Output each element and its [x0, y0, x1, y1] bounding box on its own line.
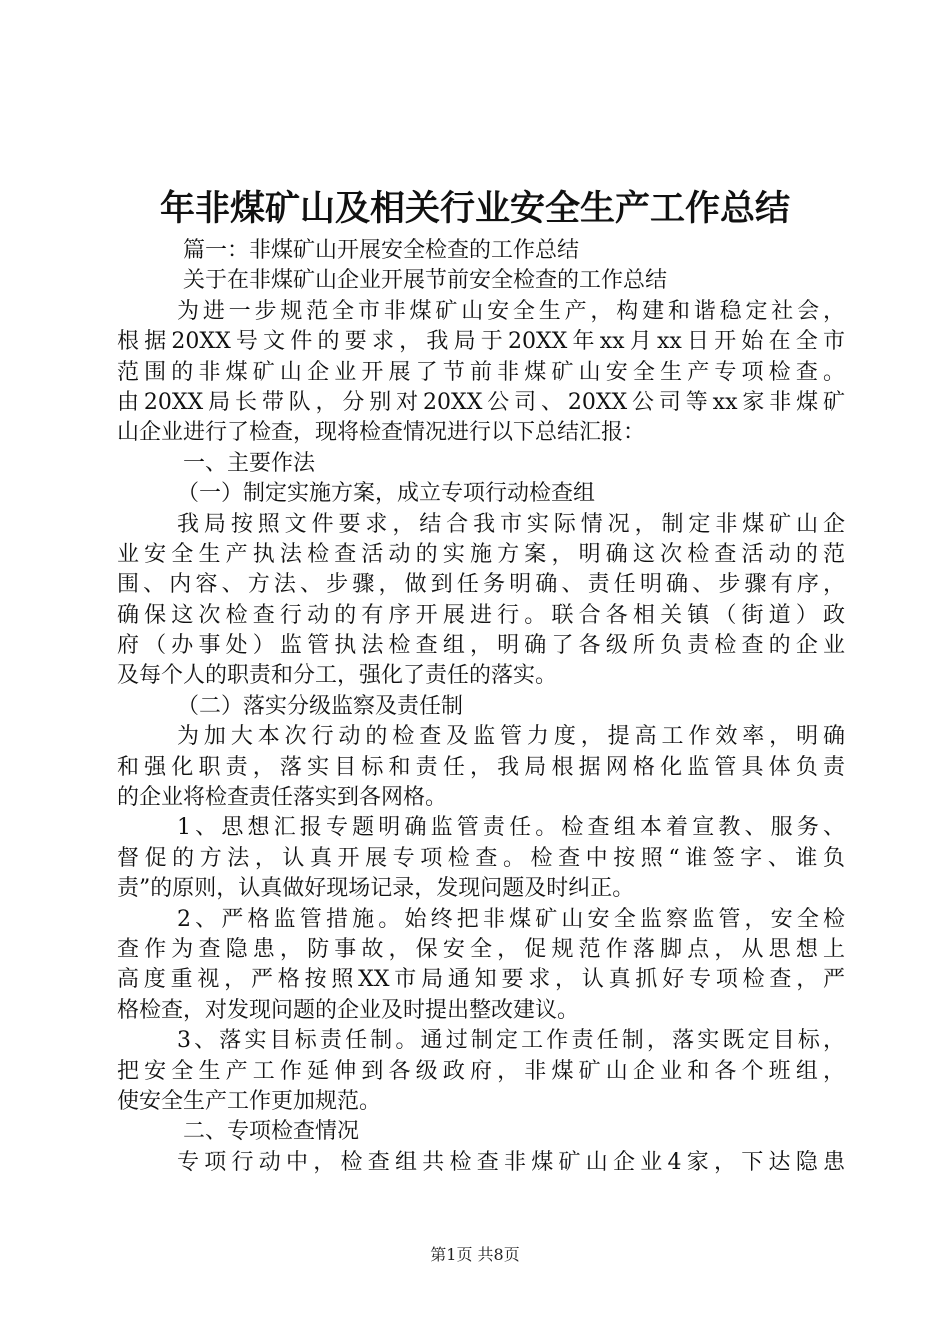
document-body: [117, 236, 845, 1178]
text-line: 关于在非煤矿山企业开展节前安全检查的工作总结: [183, 268, 668, 294]
text-line: 2、严格监管措施。始终把非煤矿山安全监察监管，安全检: [177, 906, 845, 932]
subsection-heading: （一）制定实施方案，成立专项行动检查组: [177, 481, 596, 507]
section-heading: 二、专项检查情况: [183, 1119, 360, 1145]
text-line: 由20XX局长带队，分别对20XX公司、20XX公司等xx家非煤矿: [117, 389, 845, 415]
text-line: 1、思想汇报专题明确监管责任。检查组本着宣教、服务、: [177, 815, 845, 841]
text-line: 及每个人的职责和分工，强化了责任的落实。: [117, 663, 558, 689]
text-line: 把安全生产工作延伸到各级政府，非煤矿山企业和各个班组，: [117, 1058, 845, 1084]
text-line: 我局按照文件要求，结合我市实际情况，制定非煤矿山企: [177, 511, 845, 537]
text-line: 山企业进行了检查，现将检查情况进行以下总结汇报：: [117, 420, 646, 446]
text-line: 查作为查隐患，防事故，保安全，促规范作落脚点，从思想上: [117, 936, 845, 962]
text-line: 篇一：非煤矿山开展安全检查的工作总结: [183, 238, 580, 263]
text-line: 格检查，对发现问题的企业及时提出整改建议。: [117, 997, 580, 1023]
text-line: 为加大本次行动的检查及监管力度，提高工作效率，明确: [177, 724, 845, 750]
text-line: 围、内容、方法、步骤，做到任务明确、责任明确、步骤有序，: [117, 572, 845, 598]
text-line: 为进一步规范全市非煤矿山安全生产，构建和谐稳定社会，: [177, 298, 845, 324]
text-line: 范围的非煤矿山企业开展了节前非煤矿山安全生产专项检查。: [117, 359, 845, 385]
subsection-heading: （二）落实分级监察及责任制: [177, 693, 464, 719]
text-line: 和强化职责，落实目标和责任，我局根据网格化监管具体负责: [117, 754, 845, 780]
text-line: 府（办事处）监管执法检查组，明确了各级所负责检查的企业: [117, 633, 845, 659]
document-title: 年非煤矿山及相关行业安全生产工作总结: [159, 188, 790, 229]
text-line: 督促的方法，认真开展专项检查。检查中按照“谁签字、谁负: [117, 845, 845, 871]
text-line: 责”的原则，认真做好现场记录，发现问题及时纠正。: [117, 876, 635, 902]
text-line: 根据20XX号文件的要求，我局于20XX年xx月xx日开始在全市: [117, 329, 845, 355]
text-line: 3、落实目标责任制。通过制定工作责任制，落实既定目标，: [177, 1028, 845, 1054]
text-line: 使安全生产工作更加规范。: [117, 1088, 382, 1114]
section-heading: 一、主要作法: [183, 450, 316, 476]
text-line: 业安全生产执法检查活动的实施方案，明确这次检查活动的范: [117, 541, 845, 567]
text-line: 专项行动中，检查组共检查非煤矿山企业4家，下达隐患: [177, 1149, 845, 1175]
page-number: 第1页 共8页: [430, 1245, 520, 1264]
text-line: 确保这次检查行动的有序开展进行。联合各相关镇（街道）政: [117, 602, 845, 628]
text-line: 的企业将检查责任落实到各网格。: [117, 785, 448, 811]
text-line: 高度重视，严格按照XX市局通知要求，认真抓好专项检查，严: [117, 967, 845, 993]
